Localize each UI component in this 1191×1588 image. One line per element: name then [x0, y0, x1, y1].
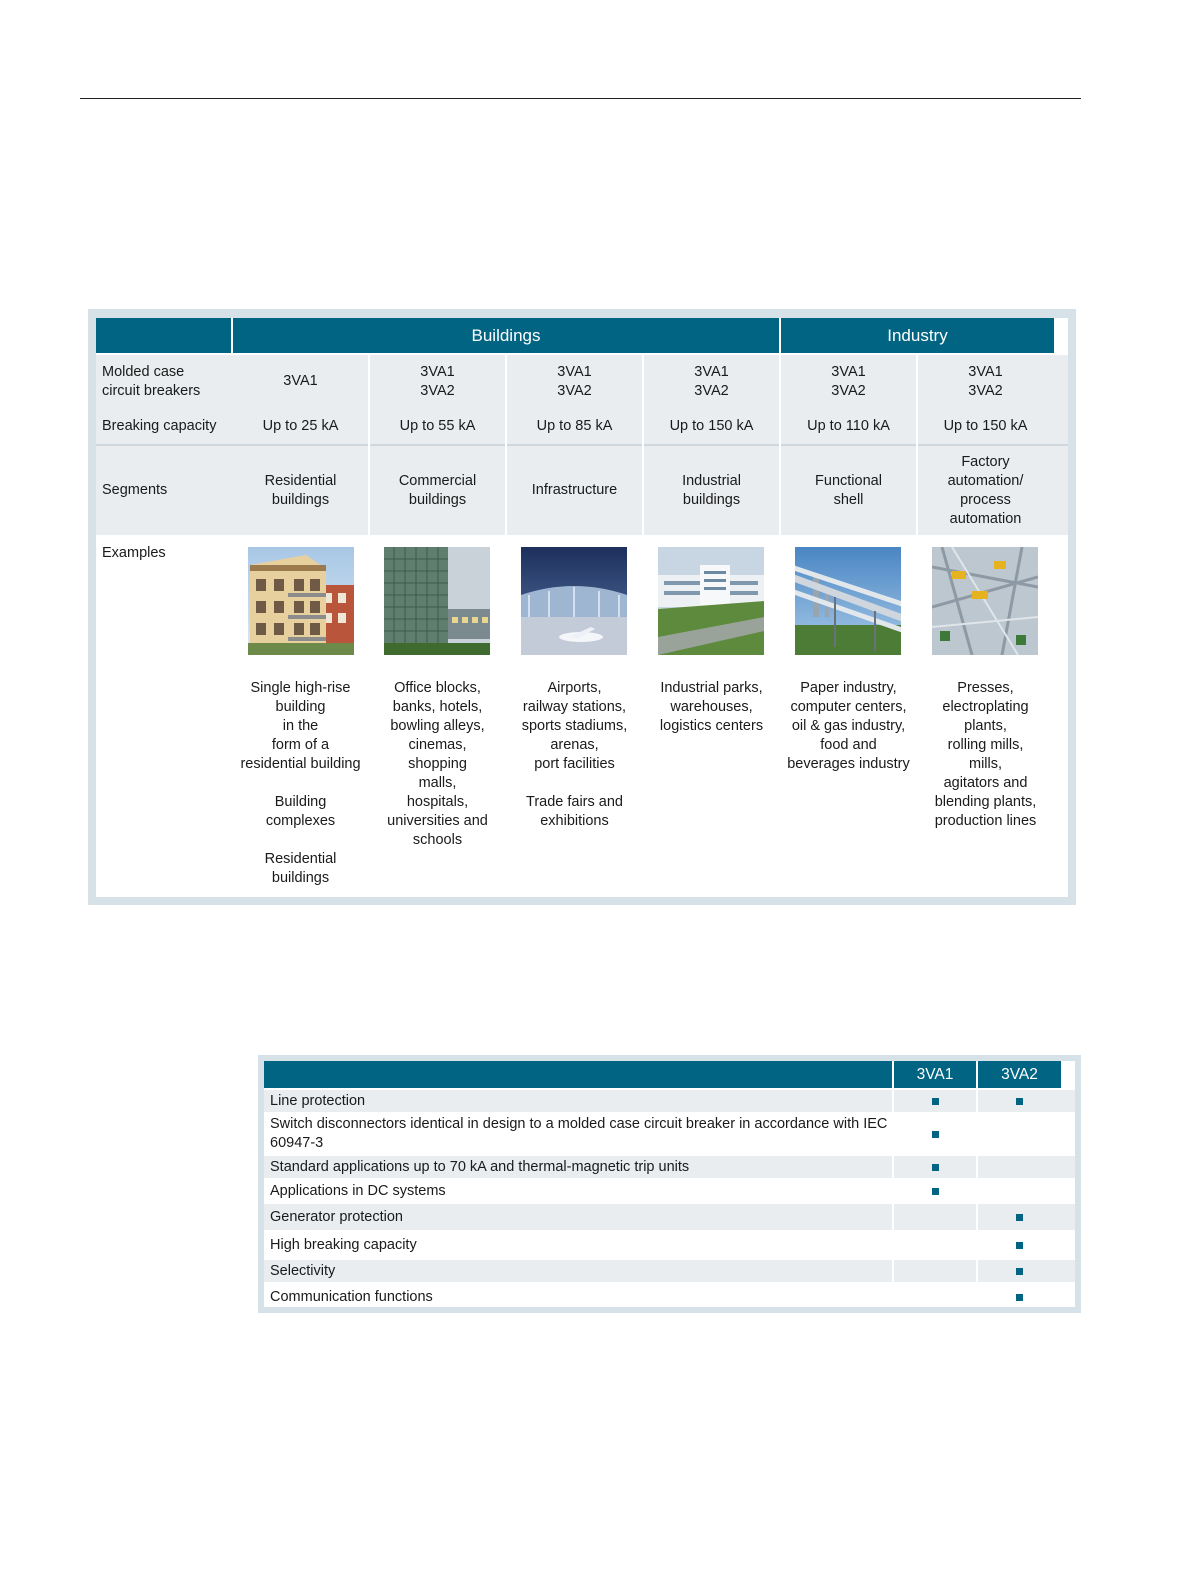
features-table: [258, 1055, 1081, 1313]
feature-label: Switch disconnectors identical in design to a molded case circuit breaker in accordance with IEC 60947-3: [270, 1116, 888, 1151]
feature-row: [264, 1284, 1075, 1310]
breaking-capacity-cell: Up to 150 kA: [943, 417, 1028, 434]
cell-3va1: [894, 1260, 976, 1282]
feature-label: Communication functions: [270, 1288, 433, 1305]
example-paragraph: Office blocks, banks, hotels, bowling alleys, cinemas, shopping malls, hospitals, universities and schools: [387, 680, 488, 848]
breaking-capacity-cell: Up to 25 kA: [262, 417, 339, 434]
example-paragraph: Presses, electroplating plants, rolling mills, mills, agitators and blending plants, production lines: [934, 680, 1037, 829]
cell-3va2: [978, 1156, 1061, 1178]
column-divider: [976, 1088, 978, 1307]
bullet-mark-icon: [1016, 1242, 1023, 1249]
cell-3va1: [894, 1204, 976, 1230]
feature-row: [264, 1232, 1075, 1258]
feature-label: Standard applications up to 70 kA and thermal-magnetic trip units: [270, 1158, 690, 1175]
industry-group-header: Industry: [781, 318, 1054, 353]
feature-label: Generator protection: [270, 1208, 403, 1225]
cell-3va1: [894, 1156, 976, 1178]
examples-cell: [503, 679, 646, 831]
segments-table: [88, 309, 1076, 905]
feature-row: [264, 1114, 1075, 1154]
breaker-type-cell: 3VA1 3VA2: [968, 363, 1003, 399]
segment-cell: Residential buildings: [264, 472, 337, 508]
bullet-mark-icon: [932, 1188, 939, 1195]
cell-3va2: [978, 1204, 1061, 1230]
office-building-photo: [384, 547, 490, 655]
row-label-segments: Segments: [102, 482, 168, 498]
example-paragraph: Trade fairs and exhibitions: [526, 794, 623, 829]
breaker-type-cell: 3VA1 3VA2: [694, 363, 729, 399]
feature-row: [264, 1180, 1075, 1202]
residential-building-photo: [248, 547, 354, 655]
cell-3va1: [894, 1114, 976, 1154]
example-paragraph: Industrial parks, warehouses, logistics centers: [659, 680, 764, 734]
examples-cell: [366, 679, 509, 850]
cell-3va2: [978, 1114, 1061, 1154]
feature-label: Line protection: [270, 1092, 366, 1109]
cell-3va2: [978, 1260, 1061, 1282]
feature-row: [264, 1156, 1075, 1178]
cell-3va2: [978, 1090, 1061, 1112]
examples-cell: [640, 679, 783, 736]
top-rule: [80, 98, 1081, 99]
breaker-type-cell: 3VA1 3VA2: [557, 363, 592, 399]
examples-cell: [914, 679, 1057, 831]
breaking-capacity-cell: Up to 55 kA: [399, 417, 476, 434]
bullet-mark-icon: [1016, 1098, 1023, 1105]
industrial-park-photo: [658, 547, 764, 655]
feature-label: High breaking capacity: [270, 1236, 417, 1253]
cell-3va2: [978, 1232, 1061, 1258]
breaker-type-cell: 3VA1: [283, 373, 318, 389]
breaking-capacity-cell: Up to 110 kA: [807, 417, 890, 434]
pipeline-photo: [795, 547, 901, 655]
buildings-group-header: Buildings: [233, 318, 779, 353]
feature-row: [264, 1260, 1075, 1282]
features-header-blank: [264, 1061, 892, 1088]
cell-3va1: [894, 1232, 976, 1258]
features-table-body: [264, 1061, 1075, 1307]
segment-cell: Industrial buildings: [682, 472, 741, 508]
bullet-mark-icon: [932, 1098, 939, 1105]
example-paragraph: Building complexes: [265, 794, 336, 829]
feature-row: [264, 1090, 1075, 1112]
breaking-capacity-cell: Up to 150 kA: [669, 417, 754, 434]
header-3va2: 3VA2: [978, 1061, 1061, 1088]
segment-cell: Infrastructure: [531, 482, 618, 498]
cell-3va2: [978, 1180, 1061, 1202]
row-label-examples: Examples: [102, 545, 166, 561]
row-label-capacity: Breaking capacity: [102, 417, 217, 434]
segment-cell: Commercial buildings: [398, 472, 477, 508]
row-label-breakers: Molded case circuit breakers: [102, 363, 201, 399]
cell-3va1: [894, 1090, 976, 1112]
segment-cell: Factory automation/ process automation: [947, 453, 1024, 527]
bullet-mark-icon: [1016, 1294, 1023, 1301]
cell-3va1: [894, 1180, 976, 1202]
airport-terminal-photo: [521, 547, 627, 655]
example-paragraph: Residential buildings: [264, 851, 337, 886]
breaking-capacity-cell: Up to 85 kA: [536, 417, 613, 434]
feature-label: Applications in DC systems: [270, 1182, 446, 1199]
segment-cell: Functional shell: [815, 472, 882, 508]
bullet-mark-icon: [1016, 1268, 1023, 1275]
feature-label: Selectivity: [270, 1262, 336, 1279]
examples-cell: [777, 679, 920, 774]
cell-3va2: [978, 1284, 1061, 1310]
breaker-type-cell: 3VA1 3VA2: [420, 363, 455, 399]
bullet-mark-icon: [932, 1164, 939, 1171]
examples-cell: [229, 679, 372, 888]
column-divider: [892, 1088, 894, 1307]
header-3va1: 3VA1: [894, 1061, 976, 1088]
factory-automation-photo: [932, 547, 1038, 655]
example-paragraph: Paper industry, computer centers, oil & gas industry, food and beverages industry: [787, 680, 910, 772]
example-paragraph: Airports, railway stations, sports stadiums, arenas, port facilities: [521, 680, 628, 772]
cell-3va1: [894, 1284, 976, 1310]
header-blank-cell: [96, 318, 231, 353]
bullet-mark-icon: [1016, 1214, 1023, 1221]
example-paragraph: Single high-rise building in the form of a residential building: [240, 680, 361, 772]
segments-table-body: [96, 318, 1068, 897]
breaker-type-cell: 3VA1 3VA2: [831, 363, 866, 399]
bullet-mark-icon: [932, 1131, 939, 1138]
feature-row: [264, 1204, 1075, 1230]
